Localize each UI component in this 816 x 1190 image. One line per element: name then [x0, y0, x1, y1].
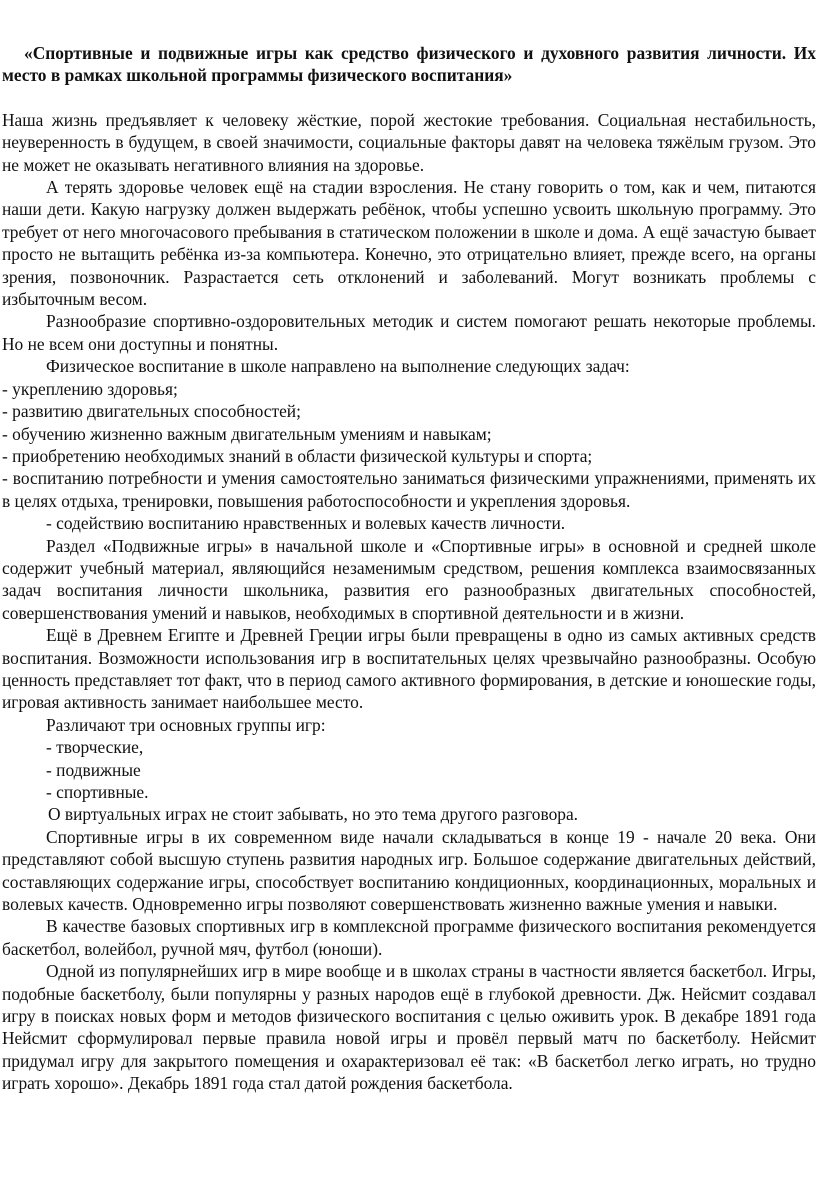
paragraph-intro: Наша жизнь предъявляет к человеку жёсткие, порой жестокие требования. Социальная нестабильность, неуверенность в будущем, в своей значимости, социальные факторы давят на человека тяжёлым грузом. Это не может не оказывать негативного влияния на здоровье.	[2, 109, 816, 175]
paragraph-base-games: В качестве базовых спортивных игр в комплексной программе физического воспитания рекомендуется баскетбол, волейбол, ручной мяч, футбол (юноши).	[2, 916, 816, 959]
list-item-task: - приобретению необходимых знаний в области физической культуры и спорта;	[2, 445, 593, 466]
list-item-task: - укреплению здоровья;	[2, 378, 178, 399]
paragraph-sport-games: Спортивные игры в их современном виде начали складываться в конце 19 - начале 20 века. Они представляют собой высшую ступень развития народных игр. Большое содержание двигательных действий, составляющих содержание игры, способствует воспитанию кондиционных, координационных, моральных и волевых качеств. Одновременно игры позволяют совершенствовать жизненно важные умения и навыки.	[2, 826, 816, 915]
document-title: «Спортивные и подвижные игры как средство физического и духовного развития личности. Их место в рамках школьной программы физического воспитания»	[2, 43, 816, 86]
paragraph-virtual-games: О виртуальных играх не стоит забывать, но это тема другого разговора.	[48, 804, 579, 825]
list-item-game-group: - подвижные	[46, 759, 141, 780]
paragraph-game-groups: Различают три основных группы игр:	[46, 714, 326, 735]
paragraph-health: А терять здоровье человек ещё на стадии взросления. Не стану говорить о том, как и чем, питаются наши дети. Какую нагрузку должен выдержать ребёнок, чтобы успешно усвоить школьную программу. Это требует от него многочасового пребывания в статическом положении в школе и дома. А ещё зачастую бывает просто не вытащить ребёнка из-за компьютера. Конечно, это отрицательно влияет, прежде всего, на органы зрения, позвоночник. Разрастается сеть отклонений и заболеваний. Могут возникать проблемы с избыточным весом.	[2, 177, 816, 310]
list-item-task: - содействию воспитанию нравственных и волевых качеств личности.	[46, 513, 566, 534]
paragraph-methods: Разнообразие спортивно-оздоровительных методик и систем помогают решать некоторые проблемы. Но не всем они доступны и понятны.	[2, 311, 816, 354]
paragraph-basketball: Одной из популярнейших игр в мире вообще и в школах страны в частности является баскетбол. Игры, подобные баскетболу, были популярны у разных народов ещё в глубокой древности. Дж. Нейсмит создавал игру в поисках новых форм и методов физического воспитания с целью оживить урок. В декабре 1891 года Нейсмит сформулировал первые правила новой игры и провёл первый матч по баскетболу. Нейсмит придумал игру для закрытого помещения и охарактеризовал её так: «В баскетбол легко играть, но трудно играть хорошо». Декабрь 1891 года стал датой рождения баскетбола.	[2, 961, 816, 1094]
list-item-task: - воспитанию потребности и умения самостоятельно заниматься физическими упражнениями, применять их в целях отдыха, тренировки, повышения работоспособности и укрепления здоровья.	[2, 468, 816, 511]
paragraph-games-section: Раздел «Подвижные игры» в начальной школе и «Спортивные игры» в основной и средней школе содержит учебный материал, являющийся незаменимым средством, решения комплекса взаимосвязанных задач воспитания личности школьника, развития его разнообразных двигательных способностей, совершенствования умений и навыков, необходимых в спортивной деятельности и в жизни.	[2, 535, 816, 623]
list-item-game-group: - спортивные.	[46, 782, 149, 802]
list-item-task: - обучению жизненно важным двигательным умениям и навыкам;	[2, 423, 492, 444]
paragraph-tasks-intro: Физическое воспитание в школе направлено на выполнение следующих задач:	[46, 356, 630, 377]
paragraph-history: Ещё в Древнем Египте и Древней Греции игры были превращены в одно из самых активных средств воспитания. Возможности использования игр в воспитательных целях чрезвычайно разнообразны. Особую ценность представляет тот факт, что в период самого активного формирования, в детские и юношеские годы, игровая активность занимает наибольшее место.	[2, 625, 816, 713]
document-body	[0, 109, 816, 1095]
list-item-task: - развитию двигательных способностей;	[2, 401, 301, 422]
list-item-game-group: - творческие,	[46, 737, 144, 758]
